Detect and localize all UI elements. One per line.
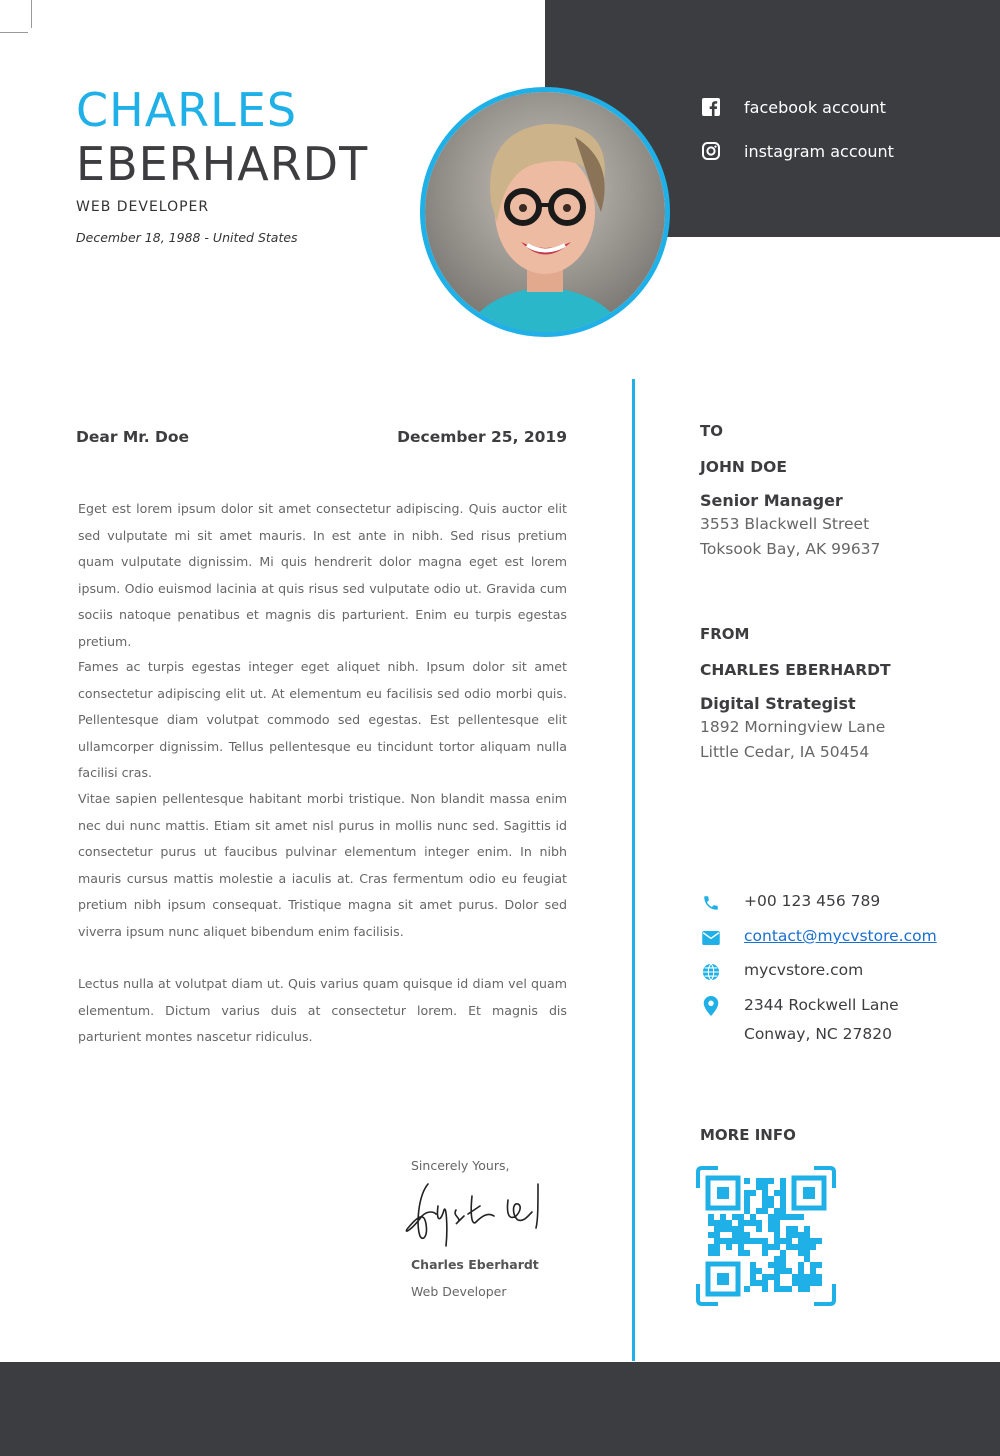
qr-module bbox=[792, 1232, 798, 1238]
qr-module bbox=[738, 1250, 744, 1256]
recipient-title: Senior Manager bbox=[700, 491, 843, 510]
qr-module bbox=[756, 1268, 762, 1274]
qr-module bbox=[780, 1202, 786, 1208]
qr-module bbox=[798, 1238, 804, 1244]
website-text: mycvstore.com bbox=[744, 961, 864, 979]
qr-module bbox=[762, 1208, 768, 1214]
qr-module bbox=[762, 1190, 768, 1196]
qr-module bbox=[774, 1208, 780, 1214]
contact-phone bbox=[700, 892, 880, 914]
qr-module bbox=[792, 1244, 798, 1250]
contact-address bbox=[700, 995, 899, 1049]
qr-module bbox=[762, 1280, 768, 1286]
qr-module bbox=[738, 1232, 744, 1238]
qr-module bbox=[726, 1244, 732, 1250]
qr-module bbox=[756, 1238, 762, 1244]
qr-module bbox=[792, 1274, 798, 1280]
qr-module bbox=[780, 1214, 786, 1220]
recipient-name: JOHN DOE bbox=[700, 458, 787, 476]
sender-address-line: Little Cedar, IA 50454 bbox=[700, 743, 870, 761]
recipient-address bbox=[700, 512, 880, 562]
qr-module bbox=[780, 1208, 786, 1214]
qr-module bbox=[744, 1202, 750, 1208]
qr-module bbox=[774, 1274, 780, 1280]
qr-module bbox=[708, 1250, 714, 1256]
signer-name: Charles Eberhardt bbox=[411, 1257, 539, 1272]
letter-date: December 25, 2019 bbox=[397, 428, 567, 446]
qr-module bbox=[804, 1244, 810, 1250]
qr-module bbox=[816, 1262, 822, 1268]
qr-module bbox=[708, 1244, 714, 1250]
qr-module bbox=[732, 1232, 738, 1238]
qr-module bbox=[738, 1220, 744, 1226]
qr-module bbox=[744, 1220, 750, 1226]
qr-module bbox=[780, 1250, 786, 1256]
qr-module bbox=[744, 1190, 750, 1196]
sender-address bbox=[700, 715, 885, 765]
recipient-address-line: 3553 Blackwell Street bbox=[700, 515, 870, 533]
qr-module bbox=[714, 1250, 720, 1256]
qr-module bbox=[786, 1244, 792, 1250]
qr-module bbox=[798, 1268, 804, 1274]
column-divider bbox=[632, 379, 635, 1361]
qr-module bbox=[798, 1286, 804, 1292]
letter-paragraph: Lectus nulla at volutpat diam ut. Quis varius quam quisque id diam vel quam elementum. Dictum varius duis at consectetur lorem. Et magnis dis parturient montes nascetur ridiculus. bbox=[78, 976, 567, 1044]
profile-photo bbox=[420, 87, 670, 337]
qr-module bbox=[774, 1226, 780, 1232]
qr-module bbox=[786, 1232, 792, 1238]
more-info-label: MORE INFO bbox=[700, 1126, 796, 1144]
globe-icon bbox=[700, 961, 722, 983]
first-name: CHARLES bbox=[76, 83, 298, 137]
qr-module bbox=[732, 1226, 738, 1232]
qr-module bbox=[756, 1226, 762, 1232]
qr-module bbox=[762, 1202, 768, 1208]
qr-module bbox=[756, 1184, 762, 1190]
recipient-address-line: Toksook Bay, AK 99637 bbox=[700, 540, 881, 558]
contact-website[interactable] bbox=[700, 961, 863, 983]
qr-module bbox=[786, 1238, 792, 1244]
facebook-icon bbox=[700, 96, 722, 118]
qr-module bbox=[792, 1214, 798, 1220]
qr-module bbox=[774, 1256, 780, 1262]
qr-module bbox=[750, 1262, 756, 1268]
qr-module bbox=[810, 1274, 816, 1280]
facebook-label: facebook account bbox=[744, 97, 886, 117]
last-name: EBERHARDT bbox=[76, 137, 369, 191]
qr-module bbox=[774, 1214, 780, 1220]
email-icon bbox=[700, 927, 722, 949]
qr-module bbox=[744, 1232, 750, 1238]
social-instagram[interactable] bbox=[700, 140, 894, 162]
qr-module bbox=[804, 1226, 810, 1232]
qr-module bbox=[744, 1238, 750, 1244]
qr-module bbox=[810, 1280, 816, 1286]
qr-module bbox=[738, 1238, 744, 1244]
to-label: TO bbox=[700, 422, 723, 440]
qr-module bbox=[750, 1274, 756, 1280]
letter-paragraph: Vitae sapien pellentesque habitant morbi tristique. Non blandit massa enim nec dui nunc mattis. Etiam sit amet nisl purus in mollis nunc sed. Sagittis id consectetur purus ut faucibus pulvinar elementum integer enim. In nibh mauris cursus mattis molestie a iaculis at. Cras fermentum odio eu feugiat pretium nibh ipsum consequat. Tristique magna sit amet purus. Dolor sed viverra ipsum nunc aliquet bibendum enim facilisis. bbox=[78, 791, 567, 939]
qr-module bbox=[786, 1214, 792, 1220]
qr-module bbox=[804, 1250, 810, 1256]
qr-finder bbox=[708, 1178, 738, 1208]
qr-module bbox=[750, 1190, 756, 1196]
qr-module bbox=[744, 1178, 750, 1184]
qr-module bbox=[756, 1178, 762, 1184]
qr-module bbox=[744, 1208, 750, 1214]
qr-module bbox=[732, 1238, 738, 1244]
salutation: Dear Mr. Doe bbox=[76, 428, 190, 446]
qr-module bbox=[726, 1220, 732, 1226]
qr-module bbox=[714, 1238, 720, 1244]
qr-module bbox=[744, 1286, 750, 1292]
sender-title: Digital Strategist bbox=[700, 694, 856, 713]
qr-module bbox=[732, 1214, 738, 1220]
qr-module bbox=[804, 1274, 810, 1280]
qr-module bbox=[774, 1190, 780, 1196]
signer-role: Web Developer bbox=[411, 1284, 507, 1299]
crop-mark bbox=[0, 32, 28, 33]
qr-module bbox=[774, 1232, 780, 1238]
birth-info: December 18, 1988 - United States bbox=[76, 230, 298, 245]
qr-module bbox=[786, 1268, 792, 1274]
qr-module bbox=[714, 1232, 720, 1238]
qr-module bbox=[780, 1256, 786, 1262]
qr-module bbox=[714, 1244, 720, 1250]
qr-module bbox=[726, 1226, 732, 1232]
qr-module bbox=[798, 1244, 804, 1250]
qr-module bbox=[750, 1220, 756, 1226]
qr-finder bbox=[708, 1264, 738, 1294]
qr-module bbox=[798, 1232, 804, 1238]
qr-module bbox=[768, 1262, 774, 1268]
qr-module bbox=[768, 1274, 774, 1280]
qr-module bbox=[786, 1226, 792, 1232]
contact-email[interactable] bbox=[700, 927, 937, 949]
qr-module bbox=[792, 1280, 798, 1286]
qr-module bbox=[720, 1226, 726, 1232]
contact-address-line: 2344 Rockwell Lane bbox=[744, 996, 899, 1014]
qr-module bbox=[726, 1238, 732, 1244]
qr-module bbox=[810, 1244, 816, 1250]
qr-module bbox=[798, 1280, 804, 1286]
phone-icon bbox=[700, 892, 722, 914]
qr-module bbox=[762, 1244, 768, 1250]
sender-address-line: 1892 Morningview Lane bbox=[700, 718, 886, 736]
qr-code-icon[interactable] bbox=[696, 1166, 836, 1310]
qr-module bbox=[750, 1280, 756, 1286]
qr-module bbox=[780, 1268, 786, 1274]
qr-module bbox=[762, 1250, 768, 1256]
qr-module bbox=[774, 1262, 780, 1268]
qr-module bbox=[768, 1220, 774, 1226]
qr-module bbox=[804, 1256, 810, 1262]
qr-module bbox=[738, 1244, 744, 1250]
qr-module bbox=[816, 1274, 822, 1280]
qr-module bbox=[780, 1262, 786, 1268]
qr-module bbox=[708, 1214, 714, 1220]
qr-module bbox=[774, 1268, 780, 1274]
footer-bar bbox=[0, 1362, 1000, 1456]
qr-module bbox=[780, 1178, 786, 1184]
email-link[interactable]: contact@mycvstore.com bbox=[744, 927, 937, 945]
qr-module bbox=[774, 1244, 780, 1250]
qr-module bbox=[762, 1178, 768, 1184]
qr-module bbox=[774, 1220, 780, 1226]
qr-module bbox=[738, 1226, 744, 1232]
qr-module bbox=[798, 1214, 804, 1220]
qr-module bbox=[744, 1250, 750, 1256]
qr-module bbox=[792, 1226, 798, 1232]
instagram-label: instagram account bbox=[744, 141, 894, 161]
job-title: WEB DEVELOPER bbox=[76, 199, 210, 215]
qr-module bbox=[756, 1280, 762, 1286]
crop-mark bbox=[31, 0, 32, 28]
instagram-icon bbox=[700, 140, 722, 162]
qr-module bbox=[780, 1286, 786, 1292]
qr-module bbox=[798, 1262, 804, 1268]
qr-module bbox=[762, 1238, 768, 1244]
qr-module bbox=[780, 1238, 786, 1244]
qr-module bbox=[750, 1214, 756, 1220]
qr-module bbox=[768, 1214, 774, 1220]
sender-name: CHARLES EBERHARDT bbox=[700, 661, 891, 679]
qr-finder bbox=[794, 1178, 824, 1208]
qr-module bbox=[804, 1238, 810, 1244]
qr-module bbox=[762, 1184, 768, 1190]
qr-module bbox=[762, 1274, 768, 1280]
qr-module bbox=[720, 1220, 726, 1226]
qr-module bbox=[774, 1286, 780, 1292]
qr-module bbox=[804, 1286, 810, 1292]
qr-module bbox=[768, 1244, 774, 1250]
qr-module bbox=[714, 1220, 720, 1226]
qr-module bbox=[714, 1226, 720, 1232]
qr-module bbox=[768, 1178, 774, 1184]
qr-module bbox=[816, 1280, 822, 1286]
contact-address-line: Conway, NC 27820 bbox=[744, 1025, 892, 1043]
qr-module bbox=[756, 1208, 762, 1214]
letter-paragraph: Fames ac turpis egestas integer eget aliquet nibh. Ipsum dolor sit amet consectetur adipiscing elit ut. At elementum eu facilisis sed odio morbi quis. Pellentesque diam volutpat commodo sed egestas. Est pellentesque elit ullamcorper dignissim. Tellus pellentesque eu tincidunt tortor aliquam nulla facilisi cras. bbox=[78, 659, 567, 780]
qr-module bbox=[768, 1202, 774, 1208]
qr-module bbox=[816, 1238, 822, 1244]
closing-line: Sincerely Yours, bbox=[411, 1158, 510, 1173]
qr-module bbox=[708, 1232, 714, 1238]
qr-module bbox=[750, 1268, 756, 1274]
qr-module bbox=[780, 1190, 786, 1196]
qr-module bbox=[810, 1238, 816, 1244]
letter-paragraph: Eget est lorem ipsum dolor sit amet consectetur adipiscing. Quis auctor elit sed vulputate mi sit amet mauris. In est ante in nibh. Sed risus pretium quam vulputate dignissim. Mi quis hendrerit dolor magna eget est lorem ipsum. Odio euismod lacinia at quis risus sed vulputate odio ut. Gravida cum sociis natoque penatibus et magnis dis parturient. Enim eu turpis egestas pretium. bbox=[78, 501, 567, 649]
qr-module bbox=[744, 1196, 750, 1202]
qr-module bbox=[720, 1238, 726, 1244]
qr-module bbox=[810, 1268, 816, 1274]
qr-module bbox=[774, 1238, 780, 1244]
phone-number: +00 123 456 789 bbox=[744, 892, 881, 910]
qr-module bbox=[786, 1286, 792, 1292]
qr-module bbox=[780, 1184, 786, 1190]
qr-module bbox=[804, 1232, 810, 1238]
qr-module bbox=[810, 1262, 816, 1268]
qr-module bbox=[720, 1214, 726, 1220]
location-pin-icon bbox=[700, 995, 722, 1017]
qr-module bbox=[768, 1226, 774, 1232]
qr-module bbox=[774, 1280, 780, 1286]
qr-module bbox=[762, 1286, 768, 1292]
qr-module bbox=[708, 1220, 714, 1226]
qr-module bbox=[756, 1220, 762, 1226]
qr-module bbox=[762, 1196, 768, 1202]
signature-image bbox=[398, 1176, 568, 1260]
qr-module bbox=[768, 1196, 774, 1202]
qr-module bbox=[780, 1196, 786, 1202]
qr-module bbox=[798, 1274, 804, 1280]
qr-module bbox=[798, 1250, 804, 1256]
qr-module bbox=[750, 1238, 756, 1244]
qr-module bbox=[804, 1280, 810, 1286]
qr-module bbox=[738, 1214, 744, 1220]
social-facebook[interactable] bbox=[700, 96, 886, 118]
from-label: FROM bbox=[700, 625, 750, 643]
